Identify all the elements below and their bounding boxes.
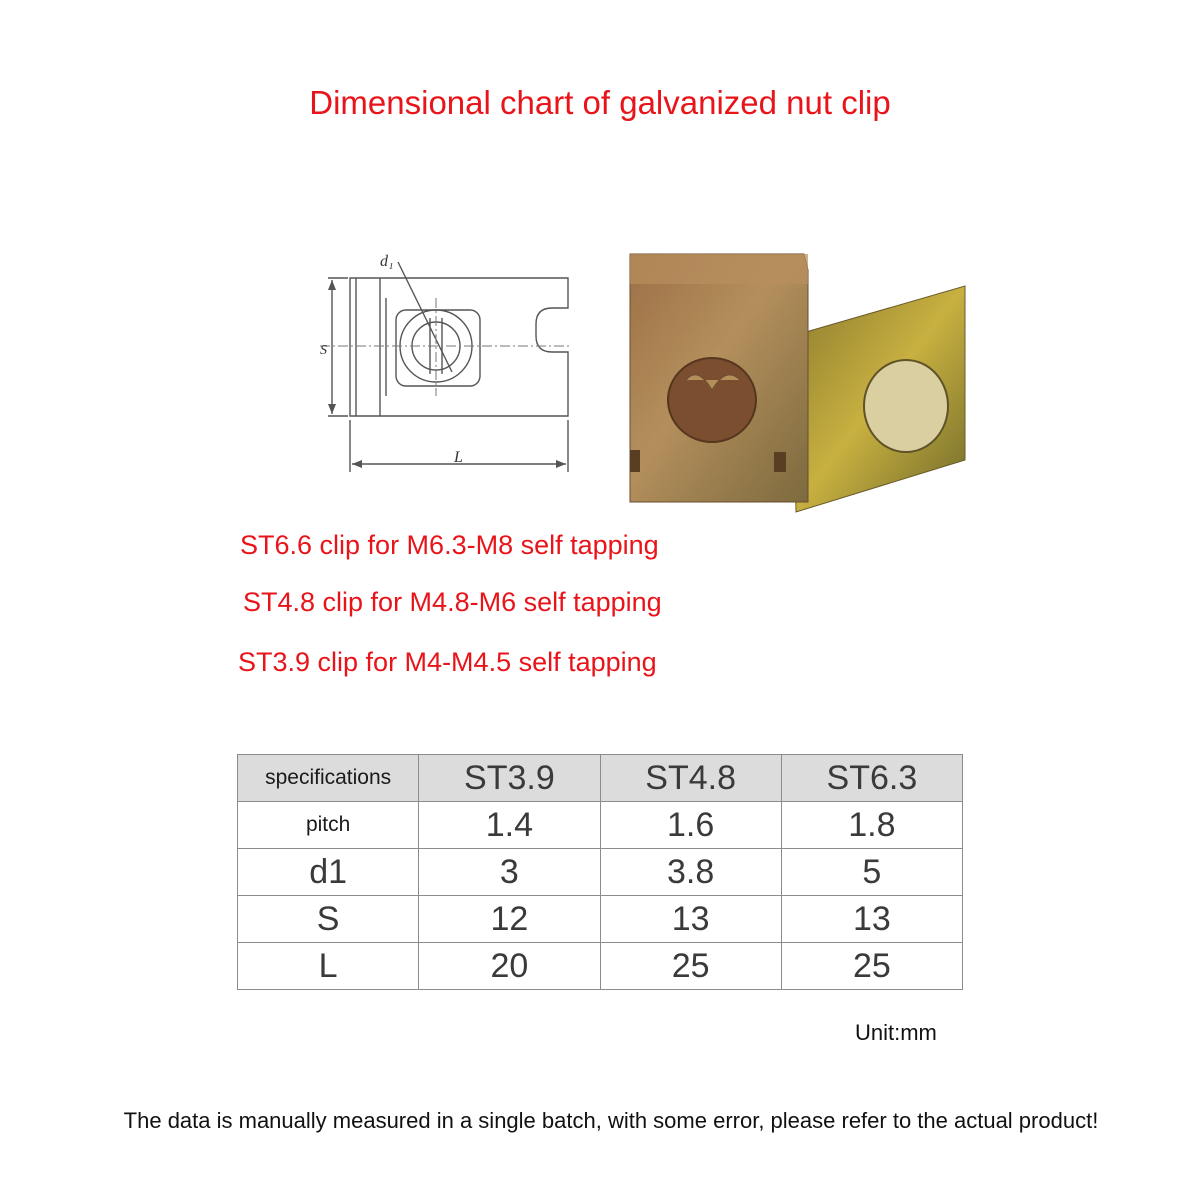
header-cell: ST3.9 bbox=[419, 755, 600, 802]
table-cell: 1.8 bbox=[781, 802, 962, 849]
product-photo bbox=[620, 240, 970, 520]
table-cell: 12 bbox=[419, 896, 600, 943]
technical-drawing bbox=[240, 240, 580, 500]
table-cell: 20 bbox=[419, 943, 600, 990]
table-cell: 13 bbox=[781, 896, 962, 943]
clip-line-st66: ST6.6 clip for M6.3-M8 self tapping bbox=[240, 530, 659, 560]
header-cell: ST4.8 bbox=[600, 755, 781, 802]
row-label: d1 bbox=[238, 849, 419, 896]
label-d1: d₁ bbox=[380, 253, 394, 270]
table-header-row bbox=[238, 755, 963, 802]
label-s: S bbox=[320, 343, 327, 358]
table-cell: 3.8 bbox=[600, 849, 781, 896]
row-label: pitch bbox=[238, 802, 419, 849]
table-row bbox=[238, 849, 963, 896]
clip-line-st48: ST4.8 clip for M4.8-M6 self tapping bbox=[243, 587, 662, 617]
table-cell: 5 bbox=[781, 849, 962, 896]
table-cell: 25 bbox=[600, 943, 781, 990]
table-cell: 13 bbox=[600, 896, 781, 943]
unit-label: Unit:mm bbox=[855, 1020, 937, 1045]
page-title: Dimensional chart of galvanized nut clip bbox=[309, 84, 891, 121]
header-cell: ST6.3 bbox=[781, 755, 962, 802]
footnote: The data is manually measured in a single batch, with some error, please refer to the actual product! bbox=[123, 1108, 1099, 1133]
table-cell: 1.6 bbox=[600, 802, 781, 849]
header-cell: specifications bbox=[238, 755, 419, 802]
table-cell: 3 bbox=[419, 849, 600, 896]
row-label: S bbox=[238, 896, 419, 943]
clip-line-st39: ST3.9 clip for M4-M4.5 self tapping bbox=[238, 647, 657, 677]
spec-table bbox=[237, 754, 963, 990]
table-row bbox=[238, 802, 963, 849]
table-row bbox=[238, 943, 963, 990]
row-label: L bbox=[238, 943, 419, 990]
table-cell: 25 bbox=[781, 943, 962, 990]
table-row bbox=[238, 896, 963, 943]
table-cell: 1.4 bbox=[419, 802, 600, 849]
label-l: L bbox=[454, 449, 463, 466]
